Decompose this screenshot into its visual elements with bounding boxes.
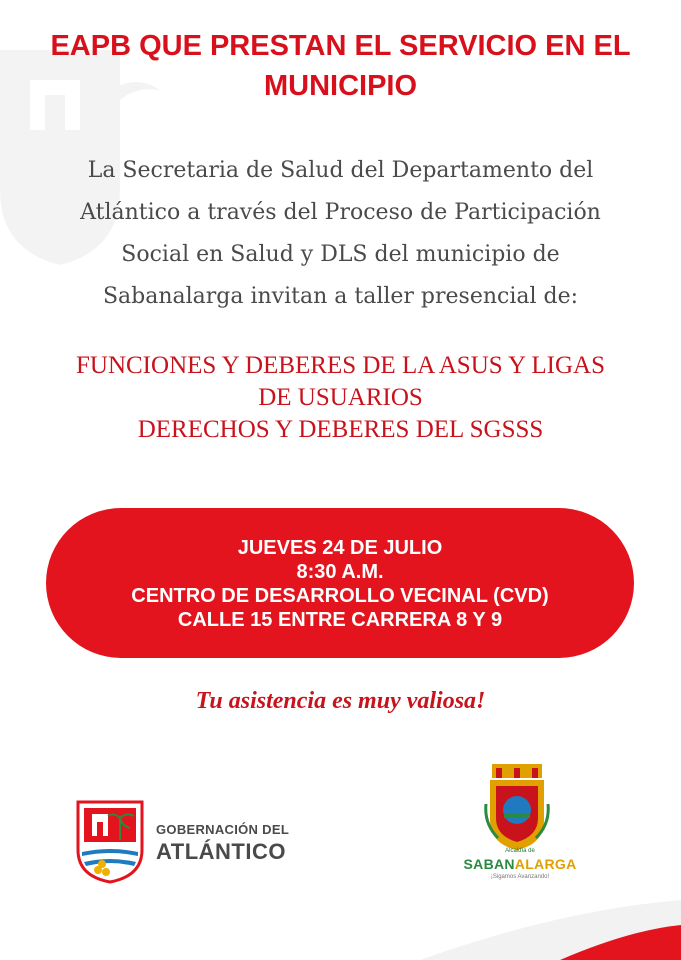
sabanalarga-seal-icon (484, 764, 550, 854)
sabanalarga-name-part-a: SABAN (463, 856, 515, 872)
event-date: JUEVES 24 DE JULIO (237, 537, 443, 559)
sabanalarga-motto: ¡Sigamos Avanzando! (490, 874, 550, 880)
page-title-line: MUNICIPIO (263, 70, 418, 102)
sabanalarga-small-caption: Alcaldía de (505, 848, 535, 854)
topic-line: DERECHOS Y DEBERES DEL SGSSS (137, 416, 544, 443)
topic-line: DE USUARIOS (258, 384, 423, 411)
page-title-line: EAPB QUE PRESTAN EL SERVICIO EN EL (50, 30, 631, 62)
sabanalarga-logo (460, 764, 580, 884)
atlantico-shield-icon (76, 800, 144, 884)
intro-line: Sabanalarga invitan a taller presencial de: (102, 284, 579, 309)
event-time: 8:30 A.M. (296, 561, 384, 583)
topic-line: FUNCIONES Y DEBERES DE LA ASUS Y LIGAS (76, 352, 605, 379)
intro-line: Atlántico a través del Proceso de Participación (80, 200, 601, 225)
gobernacion-line2: ATLÁNTICO (156, 839, 286, 864)
event-details-banner (46, 508, 634, 658)
intro-line: Social en Salud y DLS del municipio de (121, 242, 560, 267)
workshop-topics (10, 350, 671, 446)
gobernacion-line1: GOBERNACIÓN DEL (156, 822, 290, 837)
tagline: Tu asistencia es muy valiosa! (195, 688, 486, 714)
page-title (0, 26, 681, 106)
sabanalarga-name-part-b: ALARGA (514, 856, 577, 872)
event-venue: CENTRO DE DESARROLLO VECINAL (CVD) (131, 585, 549, 607)
gobernacion-logo (76, 800, 316, 884)
intro-line: La Secretaria de Salud del Departamento del (87, 158, 594, 183)
intro-paragraph (20, 150, 661, 318)
event-address: CALLE 15 ENTRE CARRERA 8 Y 9 (177, 609, 503, 631)
sabanalarga-wordmark (460, 856, 580, 872)
gobernacion-wordmark (156, 822, 289, 865)
